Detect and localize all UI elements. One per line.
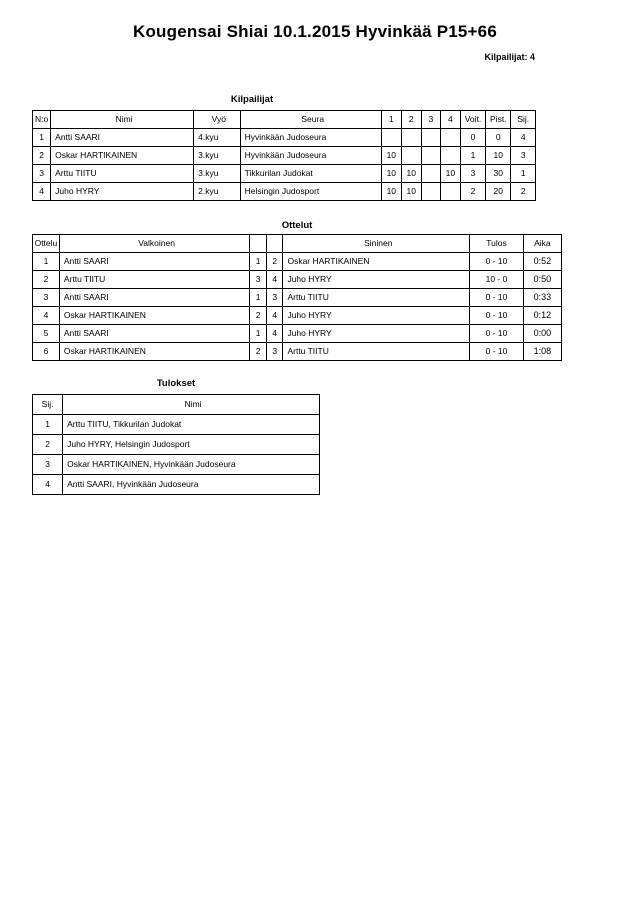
table-row [33,165,536,183]
cell-seura: Helsingin Judosport [240,183,381,201]
table-row [33,271,562,289]
table-row [33,147,536,165]
competitors-section-heading: Kilpailijat [230,94,274,105]
results-section-heading: Tulokset [156,378,196,389]
table-row [33,325,562,343]
cell-match-2 [401,147,421,165]
cell-white-number: 1 [250,253,267,271]
col-header-tulos: Tulos [470,235,524,253]
cell-tulos: 10 - 0 [470,271,524,289]
cell-aika: 0:52 [523,253,561,271]
cell-blue-number: 4 [266,307,283,325]
cell-sij: 2 [511,183,536,201]
col-header-seura: Seura [240,111,381,129]
cell-aika: 0:00 [523,325,561,343]
cell-no: 2 [33,147,51,165]
col-header-vyo: Vyö [194,111,240,129]
cell-match-2: 10 [401,165,421,183]
col-header-match-3: 3 [421,111,440,129]
table-row [33,307,562,325]
table-row [33,435,320,455]
cell-sininen: Arttu TIITU [283,289,470,307]
col-header-match-4: 4 [440,111,460,129]
cell-match-1: 10 [381,183,401,201]
table-row [33,415,320,435]
cell-nimi: Arttu TIITU, Tikkurilan Judokat [63,415,320,435]
cell-sininen: Arttu TIITU [283,343,470,361]
cell-tulos: 0 - 10 [470,253,524,271]
cell-sij: 3 [511,147,536,165]
cell-ottelu: 1 [33,253,60,271]
cell-match-2 [401,129,421,147]
col-header-blue-number [266,235,283,253]
cell-match-3 [421,183,440,201]
cell-ottelu: 2 [33,271,60,289]
cell-tulos: 0 - 10 [470,325,524,343]
cell-vyo: 4.kyu [194,129,240,147]
matches-table [32,234,562,361]
competitors-table [32,110,536,201]
col-header-sij: Sij. [33,395,63,415]
cell-no: 4 [33,183,51,201]
cell-valkoinen: Arttu TIITU [59,271,250,289]
col-header-white-number [250,235,267,253]
cell-sij: 4 [33,475,63,495]
cell-valkoinen: Antti SAARI [59,253,250,271]
cell-seura: Hyvinkään Judoseura [240,129,381,147]
col-header-valkoinen: Valkoinen [59,235,250,253]
cell-seura: Tikkurilan Judokat [240,165,381,183]
cell-match-3 [421,129,440,147]
cell-voit: 3 [460,165,485,183]
cell-blue-number: 3 [266,343,283,361]
cell-white-number: 1 [250,325,267,343]
col-header-nimi: Nimi [51,111,194,129]
cell-match-1: 10 [381,165,401,183]
cell-blue-number: 3 [266,289,283,307]
cell-blue-number: 2 [266,253,283,271]
cell-white-number: 2 [250,307,267,325]
cell-match-1 [381,129,401,147]
cell-seura: Hyvinkään Judoseura [240,147,381,165]
cell-nimi: Juho HYRY, Helsingin Judosport [63,435,320,455]
cell-nimi: Oskar HARTIKAINEN [51,147,194,165]
cell-valkoinen: Oskar HARTIKAINEN [59,307,250,325]
cell-vyo: 3.kyu [194,165,240,183]
cell-match-4 [440,183,460,201]
cell-nimi: Arttu TIITU [51,165,194,183]
results-table [32,394,320,495]
col-header-aika: Aika [523,235,561,253]
cell-sij: 1 [33,415,63,435]
table-header-row [33,395,320,415]
cell-vyo: 3.kyu [194,147,240,165]
cell-match-3 [421,165,440,183]
cell-vyo: 2.kyu [194,183,240,201]
table-row [33,455,320,475]
cell-tulos: 0 - 10 [470,343,524,361]
table-row [33,253,562,271]
cell-match-4 [440,129,460,147]
cell-blue-number: 4 [266,325,283,343]
cell-voit: 0 [460,129,485,147]
cell-aika: 0:50 [523,271,561,289]
table-row [33,343,562,361]
cell-pist: 30 [486,165,511,183]
cell-voit: 1 [460,147,485,165]
document-page [0,22,630,913]
cell-sininen: Juho HYRY [283,307,470,325]
cell-sij: 3 [33,455,63,475]
cell-match-2: 10 [401,183,421,201]
cell-sininen: Juho HYRY [283,325,470,343]
cell-sij: 2 [33,435,63,455]
cell-nimi: Antti SAARI [51,129,194,147]
table-header-row [33,235,562,253]
cell-aika: 0:33 [523,289,561,307]
cell-aika: 0:12 [523,307,561,325]
cell-nimi: Antti SAARI, Hyvinkään Judoseura [63,475,320,495]
cell-no: 1 [33,129,51,147]
cell-pist: 20 [486,183,511,201]
table-row [33,289,562,307]
cell-match-1: 10 [381,147,401,165]
cell-aika: 1:08 [523,343,561,361]
cell-blue-number: 4 [266,271,283,289]
matches-section-heading: Ottelut [281,220,313,231]
cell-white-number: 2 [250,343,267,361]
table-row [33,475,320,495]
competitors-count-label: Kilpailijat: 4 [484,52,535,62]
col-header-match-2: 2 [401,111,421,129]
col-header-match-1: 1 [381,111,401,129]
cell-voit: 2 [460,183,485,201]
col-header-pist: Pist. [486,111,511,129]
cell-sininen: Oskar HARTIKAINEN [283,253,470,271]
col-header-sij: Sij. [511,111,536,129]
cell-match-4 [440,147,460,165]
col-header-sininen: Sininen [283,235,470,253]
col-header-ottelu: Ottelu [33,235,60,253]
cell-tulos: 0 - 10 [470,307,524,325]
table-row [33,129,536,147]
cell-sij: 1 [511,165,536,183]
cell-pist: 10 [486,147,511,165]
cell-match-3 [421,147,440,165]
col-header-voit: Voit. [460,111,485,129]
cell-match-4: 10 [440,165,460,183]
cell-valkoinen: Antti SAARI [59,325,250,343]
cell-pist: 0 [486,129,511,147]
cell-valkoinen: Oskar HARTIKAINEN [59,343,250,361]
cell-sininen: Juho HYRY [283,271,470,289]
col-header-nimi: Nimi [63,395,320,415]
cell-ottelu: 6 [33,343,60,361]
col-header-no: N:o [33,111,51,129]
cell-sij: 4 [511,129,536,147]
cell-tulos: 0 - 10 [470,289,524,307]
cell-ottelu: 3 [33,289,60,307]
cell-nimi: Oskar HARTIKAINEN, Hyvinkään Judoseura [63,455,320,475]
cell-white-number: 3 [250,271,267,289]
cell-white-number: 1 [250,289,267,307]
page-title: Kougensai Shiai 10.1.2015 Hyvinkää P15+66 [133,22,497,41]
cell-ottelu: 5 [33,325,60,343]
cell-nimi: Juho HYRY [51,183,194,201]
cell-ottelu: 4 [33,307,60,325]
table-header-row [33,111,536,129]
table-row [33,183,536,201]
cell-valkoinen: Antti SAARI [59,289,250,307]
cell-no: 3 [33,165,51,183]
